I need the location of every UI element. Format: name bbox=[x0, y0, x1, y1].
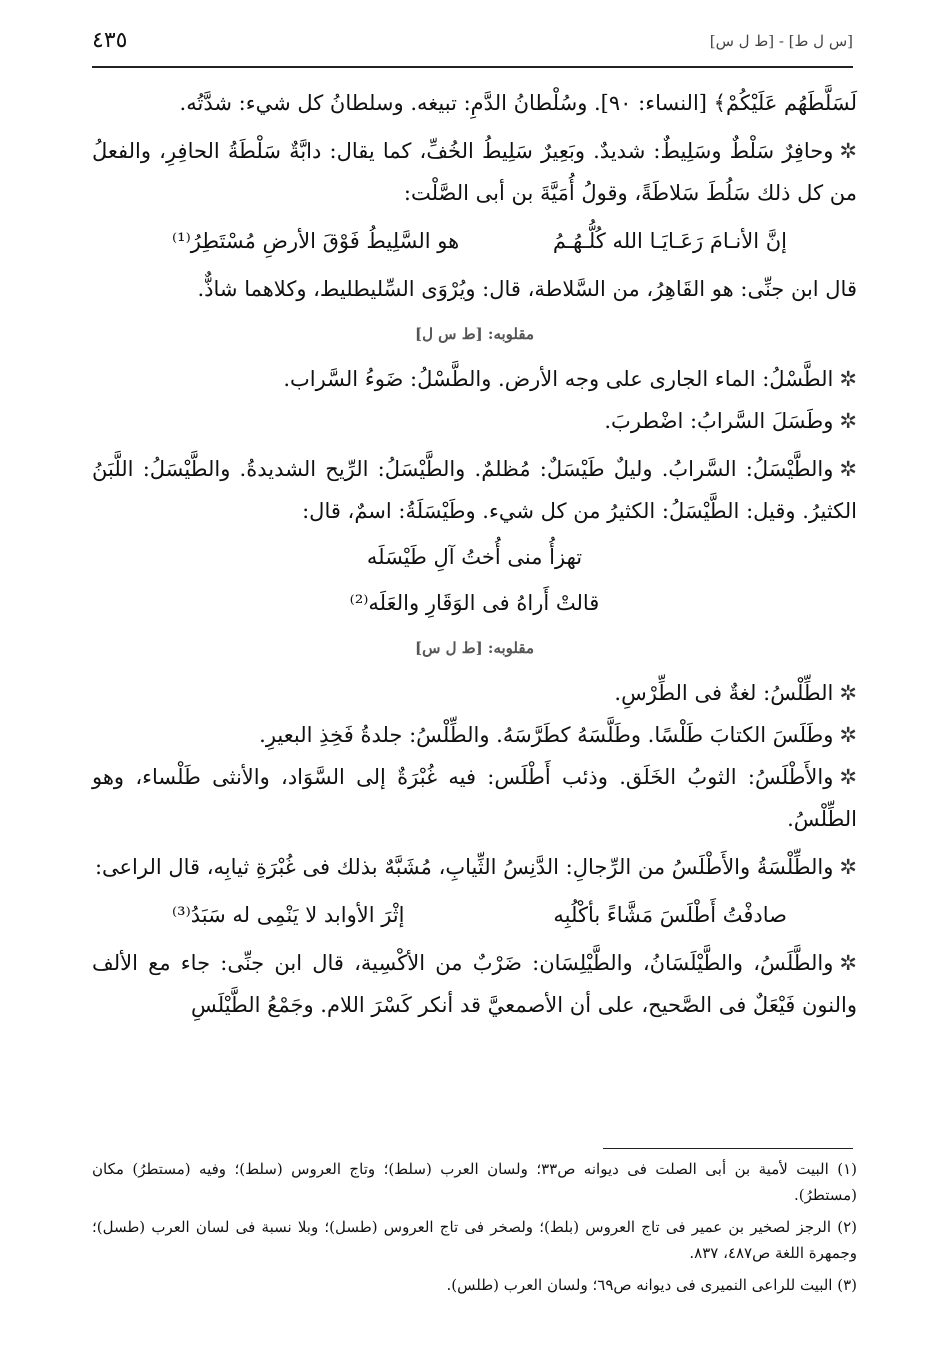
verse bbox=[172, 894, 787, 936]
paragraph bbox=[92, 714, 857, 756]
paragraph-text: الطِّلْسُ: لغةٌ فى الطِّرْسِ. bbox=[614, 681, 834, 705]
paragraph bbox=[92, 448, 857, 532]
running-heading: [س ل ط] - [ط ل س] bbox=[709, 32, 853, 50]
paragraph: لَسَلَّطَهُم عَلَيْكُمْ﴾ [النساء: ٩٠]. وسُلْطانُ الدَّمِ: تبيغه. وسلطانُ كل شيء: شدَّتُه. bbox=[179, 91, 857, 115]
paragraph bbox=[92, 846, 857, 888]
paragraph-text: وحافِرٌ سَلْطٌ وسَلِيطٌ: شديدٌ. وبَعِيرٌ سَلِيطُ الخُفِّ، كما يقال: دابَّةٌ سَلْطَةُ الحافِرِ، والفعلُ من كل ذلك سَلُطَ سَلاطَةً، وقولُ أُمَيَّةَ بن أبى الصَّلْت: bbox=[92, 139, 857, 205]
section-heading: مقلوبه: [ط س ل] bbox=[414, 325, 535, 343]
paragraph: قال ابن جنِّى: هو القَاهِرُ، من السَّلاطة، قال: ويُرْوَى السِّليطليط، وكلاهما شاذٌّ. bbox=[197, 277, 857, 301]
footnote-3: (٣) البيت للراعى النميرى فى ديوانه ص٦٩؛ ولسان العرب (طلس). bbox=[446, 1276, 857, 1294]
paragraph-text: والطَّلَسُ، والطَّيْلَسَانُ، والطَّيْلِسَان: ضَرْبٌ من الأكْسِية، قال ابن جنِّى: جاء مع الألف والنون فَيْعَلٌ فى الصَّحيح، على أن الأصمعيَّ قد أنكر كَسْرَ اللام. وجَمْعُ الطَّيْلَسِ bbox=[92, 951, 857, 1017]
paragraph-text: وطَسَلَ السَّرابُ: اضْطربَ. bbox=[604, 409, 834, 433]
footnote-1: (١) البيت لأمية بن أبى الصلت فى ديوانه ص٣٣؛ ولسان العرب (سلط)؛ وتاج العروس (سلط)؛ وفيه (مستطرُ) مكان (مستطرُ). bbox=[92, 1160, 857, 1204]
page-number: ٤٣٥ bbox=[92, 28, 128, 53]
asterisk-icon: ✲ bbox=[839, 681, 857, 705]
paragraph bbox=[92, 672, 857, 714]
paragraph bbox=[92, 400, 857, 442]
asterisk-icon: ✲ bbox=[839, 457, 857, 481]
paragraph bbox=[92, 358, 857, 400]
verse-hemistich-1: صادفْتُ أَطْلَسَ مَشَّاءً بأكْلُبِه bbox=[553, 903, 787, 927]
asterisk-icon: ✲ bbox=[839, 367, 857, 391]
asterisk-icon: ✲ bbox=[839, 409, 857, 433]
paragraph bbox=[92, 756, 857, 840]
page-header bbox=[92, 26, 853, 60]
verse-line-1: تهزأُ منى أُختُ آلِ طَيْسَلَه bbox=[366, 545, 583, 569]
verse-hemistich-1: إنَّ الأنـامَ رَعَـايَـا الله كُلُّـهُـمُ bbox=[552, 229, 787, 253]
paragraph-text: والأَطْلَسُ: الثوبُ الخَلَق. وذئب أَطْلَس: فيه غُبْرَةٌ إلى السَّوَاد، والأنثى طَلْساء، وهو الطِّلْسُ. bbox=[92, 765, 857, 831]
main-text bbox=[92, 82, 857, 1026]
footnote-rule bbox=[603, 1148, 853, 1149]
footnote-2: (٢) الرجز لصخير بن عمير فى تاج العروس (بلط)؛ ولصخر فى تاج العروس (طسل)؛ وبلا نسبة فى لسان العرب (طسل)؛ وجمهرة اللغة ص٤٨٧، ٨٣٧. bbox=[92, 1218, 857, 1262]
paragraph-text: الطَّسْلُ: الماء الجارى على وجه الأرض. والطَّسْلُ: ضَوءُ السَّراب. bbox=[283, 367, 834, 391]
section-heading: مقلوبه: [ط ل س] bbox=[414, 639, 535, 657]
paragraph-text: والطِّلْسَةُ والأَطْلَسُ من الرِّجالِ: الدَّنِسُ الثِّيابِ، مُشَبَّهٌ بذلك فى غُبْرَةِ ثيابِه، قال الراعى: bbox=[94, 855, 834, 879]
header-rule bbox=[92, 66, 853, 68]
asterisk-icon: ✲ bbox=[839, 139, 857, 163]
asterisk-icon: ✲ bbox=[839, 765, 857, 789]
verse-hemistich-2: إثْرَ الأوابد لا يَنْمِى له سَبَدُ⁽³⁾ bbox=[172, 903, 405, 927]
paragraph bbox=[92, 130, 857, 214]
verse bbox=[172, 220, 787, 262]
paragraph-text: والطَّيْسَلُ: السَّرابُ. وليلٌ طَيْسَلٌ: مُظلمٌ. والطَّيْسَلُ: الرِّيح الشديدةُ. والطَّيْسَلُ: اللَّبَنُ الكثيرُ. وقيل: الطَّيْسَلُ: الكثيرُ من كل شيء. وطَيْسَلَةُ: اسمٌ، قال: bbox=[92, 457, 857, 523]
verse-hemistich-2: هو السَّلِيطُ فَوْقَ الأرضِ مُسْتَطِرُ⁽¹⁾ bbox=[172, 229, 460, 253]
paragraph bbox=[92, 942, 857, 1026]
verse-line-2: قالتْ أَراهُ فى الوَقَارِ والعَلَه⁽²⁾ bbox=[349, 591, 600, 615]
footnotes bbox=[92, 1156, 857, 1304]
asterisk-icon: ✲ bbox=[839, 855, 857, 879]
asterisk-icon: ✲ bbox=[839, 951, 857, 975]
asterisk-icon: ✲ bbox=[839, 723, 857, 747]
paragraph-text: وطَلَسَ الكتابَ طَلْسًا. وطَلَّسَهُ كطَرَّسَهُ. والطِّلْسُ: جلدةُ فَخِذِ البعيرِ. bbox=[259, 723, 834, 747]
